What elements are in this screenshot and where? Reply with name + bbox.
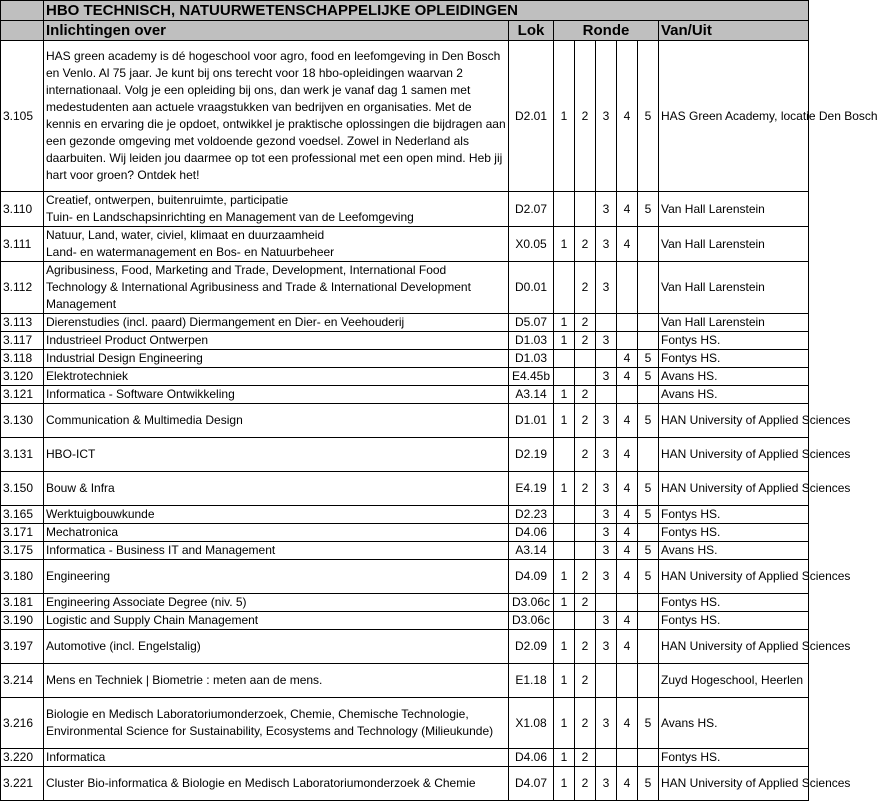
row-ronde-2 [575, 524, 596, 542]
row-ronde-5: 5 [638, 192, 659, 227]
row-code: 3.216 [1, 698, 44, 749]
row-ronde-2: 2 [575, 767, 596, 801]
row-van: Avans HS. [659, 542, 809, 560]
row-ronde-5 [638, 262, 659, 314]
row-ronde-3 [596, 594, 617, 612]
row-ronde-2: 2 [575, 698, 596, 749]
row-lok: D3.06c [509, 594, 554, 612]
row-ronde-5 [638, 386, 659, 404]
row-lok: D1.01 [509, 404, 554, 438]
row-code: 3.214 [1, 664, 44, 698]
row-info: Automotive (incl. Engelstalig) [44, 630, 509, 664]
row-ronde-5 [638, 594, 659, 612]
header-code [1, 21, 44, 41]
row-ronde-1: 1 [554, 227, 575, 262]
row-code: 3.117 [1, 332, 44, 350]
row-ronde-4: 4 [617, 698, 638, 749]
row-code: 3.150 [1, 472, 44, 506]
row-ronde-5 [638, 664, 659, 698]
row-ronde-1: 1 [554, 749, 575, 767]
row-lok: D2.19 [509, 438, 554, 472]
row-ronde-2: 2 [575, 314, 596, 332]
row-info: HAS green academy is dé hogeschool voor agro, food en leefomgeving in Den Bosch en Venlo. Al 75 jaar. Je kunt bij ons terecht voor 18 hbo-opleidingen waarvan 2 internationaal. Volg je een opleiding bij ons, dan werk je vanaf dag 1 samen met medestudenten aan actuele vraagstukken van bedrijven en organisaties. Met de kennis en ervaring die je opdoet, ontwikkel je praktische oplossingen die bijdragen aan een gezonde omgeving met voldoende gezond voedsel. Zowel in Nederland als daarbuiten. Wij leiden jou daarmee op tot een professional met een open mind. Heb jij hart voor groen? Ontdek het! [44, 41, 509, 192]
row-ronde-3 [596, 386, 617, 404]
row-ronde-5 [638, 438, 659, 472]
row-ronde-3: 3 [596, 612, 617, 630]
table-row [1, 227, 809, 262]
row-ronde-4 [617, 594, 638, 612]
row-ronde-4: 4 [617, 472, 638, 506]
row-ronde-3: 3 [596, 192, 617, 227]
row-ronde-2: 2 [575, 404, 596, 438]
row-ronde-4: 4 [617, 368, 638, 386]
row-ronde-1 [554, 262, 575, 314]
row-ronde-3: 3 [596, 542, 617, 560]
row-ronde-3: 3 [596, 332, 617, 350]
row-ronde-2 [575, 368, 596, 386]
header-van: Van/Uit [659, 21, 809, 41]
row-ronde-4 [617, 262, 638, 314]
row-ronde-1 [554, 438, 575, 472]
title-row [1, 1, 809, 21]
row-ronde-5: 5 [638, 472, 659, 506]
row-van: Fontys HS. [659, 332, 809, 350]
row-ronde-2 [575, 506, 596, 524]
row-ronde-1 [554, 350, 575, 368]
row-ronde-1 [554, 524, 575, 542]
row-ronde-4: 4 [617, 524, 638, 542]
row-van: HAN University of Applied Sciences [659, 438, 809, 472]
row-van: HAN University of Applied Sciences [659, 630, 809, 664]
row-info: Agribusiness, Food, Marketing and Trade, Development, International Food Technology & International Agribusiness and Trade & International Development Management [44, 262, 509, 314]
row-ronde-3: 3 [596, 404, 617, 438]
row-ronde-5: 5 [638, 41, 659, 192]
row-ronde-2: 2 [575, 386, 596, 404]
row-code: 3.165 [1, 506, 44, 524]
row-ronde-3: 3 [596, 41, 617, 192]
row-ronde-4: 4 [617, 542, 638, 560]
row-ronde-3 [596, 350, 617, 368]
row-info: Biologie en Medisch Laboratoriumonderzoek, Chemie, Chemische Technologie, Environmental Science for Sustainability, Ecosystems and Technology (Milieukunde) [44, 698, 509, 749]
table-row [1, 664, 809, 698]
row-van: Van Hall Larenstein [659, 314, 809, 332]
row-ronde-4 [617, 332, 638, 350]
row-ronde-4: 4 [617, 192, 638, 227]
row-lok: D1.03 [509, 332, 554, 350]
row-ronde-2: 2 [575, 749, 596, 767]
row-ronde-2: 2 [575, 630, 596, 664]
row-ronde-3: 3 [596, 227, 617, 262]
row-ronde-5 [638, 314, 659, 332]
row-ronde-2: 2 [575, 332, 596, 350]
table-row [1, 594, 809, 612]
row-code: 3.110 [1, 192, 44, 227]
row-van: HAS Green Academy, locatie Den Bosch [659, 41, 809, 192]
row-info: Informatica [44, 749, 509, 767]
row-van: Fontys HS. [659, 749, 809, 767]
row-ronde-4: 4 [617, 438, 638, 472]
row-lok: X0.05 [509, 227, 554, 262]
row-ronde-1: 1 [554, 560, 575, 594]
row-code: 3.197 [1, 630, 44, 664]
row-lok: D4.07 [509, 767, 554, 801]
row-lok: D4.06 [509, 749, 554, 767]
table-row [1, 542, 809, 560]
row-ronde-4: 4 [617, 41, 638, 192]
row-code: 3.131 [1, 438, 44, 472]
row-ronde-5 [638, 612, 659, 630]
row-info: HBO-ICT [44, 438, 509, 472]
row-ronde-3: 3 [596, 262, 617, 314]
row-ronde-1 [554, 612, 575, 630]
row-lok: D1.03 [509, 350, 554, 368]
row-van: Avans HS. [659, 368, 809, 386]
row-ronde-4: 4 [617, 560, 638, 594]
table-row [1, 350, 809, 368]
row-ronde-4 [617, 749, 638, 767]
row-ronde-3: 3 [596, 698, 617, 749]
row-van: Fontys HS. [659, 594, 809, 612]
row-ronde-5 [638, 524, 659, 542]
row-code: 3.118 [1, 350, 44, 368]
table-title: HBO TECHNISCH, NATUURWETENSCHAPPELIJKE OPLEIDINGEN [44, 1, 809, 21]
row-ronde-3: 3 [596, 506, 617, 524]
table-row [1, 386, 809, 404]
row-info: Bouw & Infra [44, 472, 509, 506]
row-ronde-5: 5 [638, 542, 659, 560]
row-ronde-5 [638, 227, 659, 262]
row-lok: D3.06c [509, 612, 554, 630]
row-ronde-3: 3 [596, 438, 617, 472]
row-info: Informatica - Business IT and Management [44, 542, 509, 560]
table-row [1, 630, 809, 664]
row-info: Mechatronica [44, 524, 509, 542]
row-ronde-1 [554, 506, 575, 524]
table-row [1, 472, 809, 506]
row-ronde-3: 3 [596, 472, 617, 506]
row-code: 3.111 [1, 227, 44, 262]
row-ronde-3: 3 [596, 368, 617, 386]
row-ronde-4: 4 [617, 404, 638, 438]
row-ronde-2: 2 [575, 560, 596, 594]
row-ronde-2: 2 [575, 472, 596, 506]
row-ronde-4: 4 [617, 630, 638, 664]
row-van: Avans HS. [659, 698, 809, 749]
row-ronde-4 [617, 386, 638, 404]
row-ronde-1: 1 [554, 332, 575, 350]
row-ronde-5 [638, 332, 659, 350]
row-ronde-1 [554, 542, 575, 560]
row-ronde-5: 5 [638, 767, 659, 801]
row-info: Mens en Techniek | Biometrie : meten aan de mens. [44, 664, 509, 698]
row-lok: A3.14 [509, 542, 554, 560]
row-info: Engineering [44, 560, 509, 594]
table-row [1, 698, 809, 749]
row-ronde-2 [575, 350, 596, 368]
row-ronde-4 [617, 664, 638, 698]
row-ronde-2: 2 [575, 664, 596, 698]
row-code: 3.220 [1, 749, 44, 767]
row-van: HAN University of Applied Sciences [659, 472, 809, 506]
header-row [1, 21, 809, 41]
row-info: Communication & Multimedia Design [44, 404, 509, 438]
row-info: Engineering Associate Degree (niv. 5) [44, 594, 509, 612]
row-ronde-3 [596, 749, 617, 767]
row-van: Fontys HS. [659, 524, 809, 542]
row-info: Cluster Bio-informatica & Biologie en Medisch Laboratoriumonderzoek & Chemie [44, 767, 509, 801]
row-code: 3.121 [1, 386, 44, 404]
row-ronde-2: 2 [575, 227, 596, 262]
table-row [1, 332, 809, 350]
row-lok: E1.18 [509, 664, 554, 698]
row-lok: E4.45b [509, 368, 554, 386]
row-code: 3.113 [1, 314, 44, 332]
row-info: Logistic and Supply Chain Management [44, 612, 509, 630]
header-ronde: Ronde [554, 21, 659, 41]
row-van: HAN University of Applied Sciences [659, 404, 809, 438]
row-lok: D2.01 [509, 41, 554, 192]
row-van: Fontys HS. [659, 506, 809, 524]
row-ronde-1: 1 [554, 404, 575, 438]
row-code: 3.180 [1, 560, 44, 594]
row-lok: D5.07 [509, 314, 554, 332]
row-ronde-5: 5 [638, 350, 659, 368]
row-ronde-1: 1 [554, 472, 575, 506]
row-ronde-1 [554, 368, 575, 386]
row-ronde-4 [617, 314, 638, 332]
row-ronde-4: 4 [617, 350, 638, 368]
row-van: Van Hall Larenstein [659, 192, 809, 227]
row-ronde-2: 2 [575, 262, 596, 314]
row-ronde-3: 3 [596, 524, 617, 542]
row-van: Van Hall Larenstein [659, 262, 809, 314]
row-ronde-1: 1 [554, 630, 575, 664]
table-row [1, 524, 809, 542]
row-code: 3.190 [1, 612, 44, 630]
title-spacer [1, 1, 44, 21]
row-ronde-3: 3 [596, 560, 617, 594]
table-row [1, 612, 809, 630]
row-ronde-1: 1 [554, 664, 575, 698]
row-lok: X1.08 [509, 698, 554, 749]
row-ronde-2 [575, 542, 596, 560]
row-info: Elektrotechniek [44, 368, 509, 386]
row-ronde-3 [596, 314, 617, 332]
row-code: 3.221 [1, 767, 44, 801]
table-row [1, 262, 809, 314]
table-row [1, 506, 809, 524]
row-ronde-5 [638, 749, 659, 767]
row-ronde-5: 5 [638, 560, 659, 594]
row-van: Fontys HS. [659, 612, 809, 630]
row-ronde-1: 1 [554, 594, 575, 612]
row-ronde-3: 3 [596, 767, 617, 801]
row-info: Natuur, Land, water, civiel, klimaat en duurzaamheid Land- en watermanagement en Bos- en Natuurbeheer [44, 227, 509, 262]
row-lok: D2.23 [509, 506, 554, 524]
row-info: Dierenstudies (incl. paard) Diermangement en Dier- en Veehouderij [44, 314, 509, 332]
row-code: 3.130 [1, 404, 44, 438]
table-row [1, 767, 809, 801]
row-ronde-4: 4 [617, 227, 638, 262]
row-ronde-1: 1 [554, 767, 575, 801]
header-info: Inlichtingen over [44, 21, 509, 41]
row-ronde-2: 2 [575, 438, 596, 472]
row-van: Zuyd Hogeschool, Heerlen [659, 664, 809, 698]
row-lok: D2.09 [509, 630, 554, 664]
row-ronde-5: 5 [638, 506, 659, 524]
row-ronde-5: 5 [638, 698, 659, 749]
table-row [1, 41, 809, 192]
row-code: 3.181 [1, 594, 44, 612]
row-ronde-1: 1 [554, 386, 575, 404]
row-van: Avans HS. [659, 386, 809, 404]
row-ronde-3 [596, 664, 617, 698]
table-row [1, 560, 809, 594]
row-info: Informatica - Software Ontwikkeling [44, 386, 509, 404]
row-lok: D0.01 [509, 262, 554, 314]
row-ronde-1: 1 [554, 41, 575, 192]
row-ronde-5: 5 [638, 404, 659, 438]
table-row [1, 404, 809, 438]
row-ronde-1: 1 [554, 698, 575, 749]
row-lok: D4.09 [509, 560, 554, 594]
header-lok: Lok [509, 21, 554, 41]
row-info: Industrial Design Engineering [44, 350, 509, 368]
row-info: Creatief, ontwerpen, buitenruimte, participatie Tuin- en Landschapsinrichting en Management van de Leefomgeving [44, 192, 509, 227]
table-row [1, 438, 809, 472]
row-ronde-3: 3 [596, 630, 617, 664]
row-van: Van Hall Larenstein [659, 227, 809, 262]
row-ronde-4: 4 [617, 506, 638, 524]
row-ronde-5 [638, 630, 659, 664]
row-code: 3.171 [1, 524, 44, 542]
table-row [1, 368, 809, 386]
row-van: HAN University of Applied Sciences [659, 767, 809, 801]
row-ronde-2 [575, 612, 596, 630]
row-code: 3.105 [1, 41, 44, 192]
table-row [1, 314, 809, 332]
row-ronde-1 [554, 192, 575, 227]
table-row [1, 192, 809, 227]
row-info: Werktuigbouwkunde [44, 506, 509, 524]
row-ronde-4: 4 [617, 612, 638, 630]
row-ronde-2: 2 [575, 594, 596, 612]
row-lok: D2.07 [509, 192, 554, 227]
row-ronde-2: 2 [575, 41, 596, 192]
row-lok: E4.19 [509, 472, 554, 506]
row-lok: A3.14 [509, 386, 554, 404]
row-ronde-4: 4 [617, 767, 638, 801]
table-row [1, 749, 809, 767]
row-ronde-5: 5 [638, 368, 659, 386]
row-code: 3.112 [1, 262, 44, 314]
row-van: HAN University of Applied Sciences [659, 560, 809, 594]
row-ronde-1: 1 [554, 314, 575, 332]
row-code: 3.175 [1, 542, 44, 560]
row-ronde-2 [575, 192, 596, 227]
row-lok: D4.06 [509, 524, 554, 542]
row-info: Industrieel Product Ontwerpen [44, 332, 509, 350]
row-code: 3.120 [1, 368, 44, 386]
row-van: Fontys HS. [659, 350, 809, 368]
